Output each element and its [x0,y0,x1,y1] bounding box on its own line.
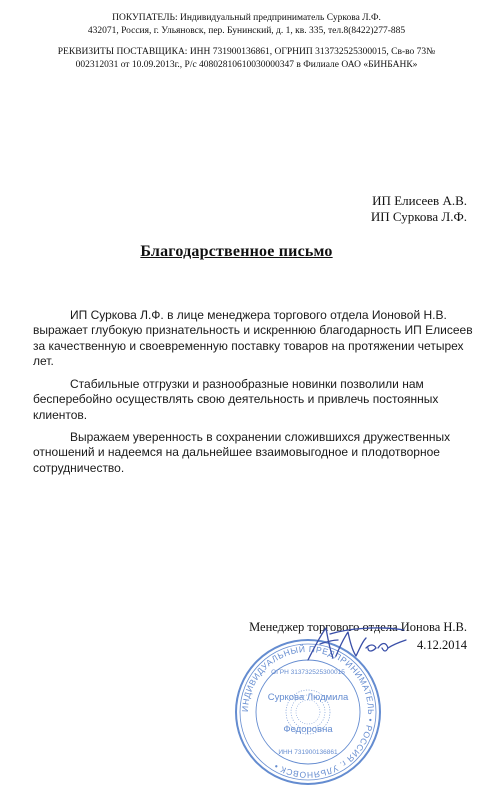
paragraph-1: ИП Суркова Л.Ф. в лице менеджера торгового отдела Ионовой Н.В. выражает глубокую признательность и искреннюю благодарность ИП Елисеев за качественную и своевременную поставку товаров на протяжении четырех лет. [33,308,473,369]
letter-title: Благодарственное письмо [140,243,333,260]
seal-name-line2: Федоровна [283,724,333,735]
supplier-bank-line: 002312031 от 10.09.2013г., Р/с 40802810610030000347 в Филиале ОАО «БИНБАНК» [75,60,418,70]
addressee-1: ИП Елисеев А.В. [372,193,467,208]
letter-date: 4.12.2014 [417,638,467,652]
seal-ogrn: ОГРН 313732525300015 [271,669,345,676]
addressee-2: ИП Суркова Л.Ф. [370,209,467,224]
paragraph-2: Стабильные отгрузки и разнообразные новинки позволили нам бесперебойно осуществлять свою деятельность и привлечь постоянных клиентов. [33,377,439,422]
buyer-address-line: 432071, Россия, г. Ульяновск, пер. Бунинский, д. 1, кв. 335, тел.8(8422)277-885 [87,26,406,36]
buyer-header-line: ПОКУПАТЕЛЬ: Индивидуальный предприниматель Суркова Л.Ф. [112,13,381,23]
handwritten-signature [300,618,410,668]
paragraph-3: Выражаем уверенность в сохранении сложившихся дружественных отношений и надеемся на дальнейшее взаимовыгодное и плодотворное сотрудничество. [33,430,451,475]
supplier-details-line: РЕКВИЗИТЫ ПОСТАВЩИКА: ИНН 731900136861, ОГРНИП 313732525300015, Св-во 73№ [57,47,436,57]
manager-signature-line: Менеджер торгового отдела Ионова Н.В. [249,620,467,634]
seal-name-line1: Суркова Людмила [267,692,349,703]
seal-inn: ИНН 731900136861 [278,749,338,756]
seal-ring-text: ИНДИВИДУАЛЬНЫЙ ПРЕДПРИНИМАТЕЛЬ • РОССИЯ г. УЛЬЯНОВСК • [239,643,377,781]
